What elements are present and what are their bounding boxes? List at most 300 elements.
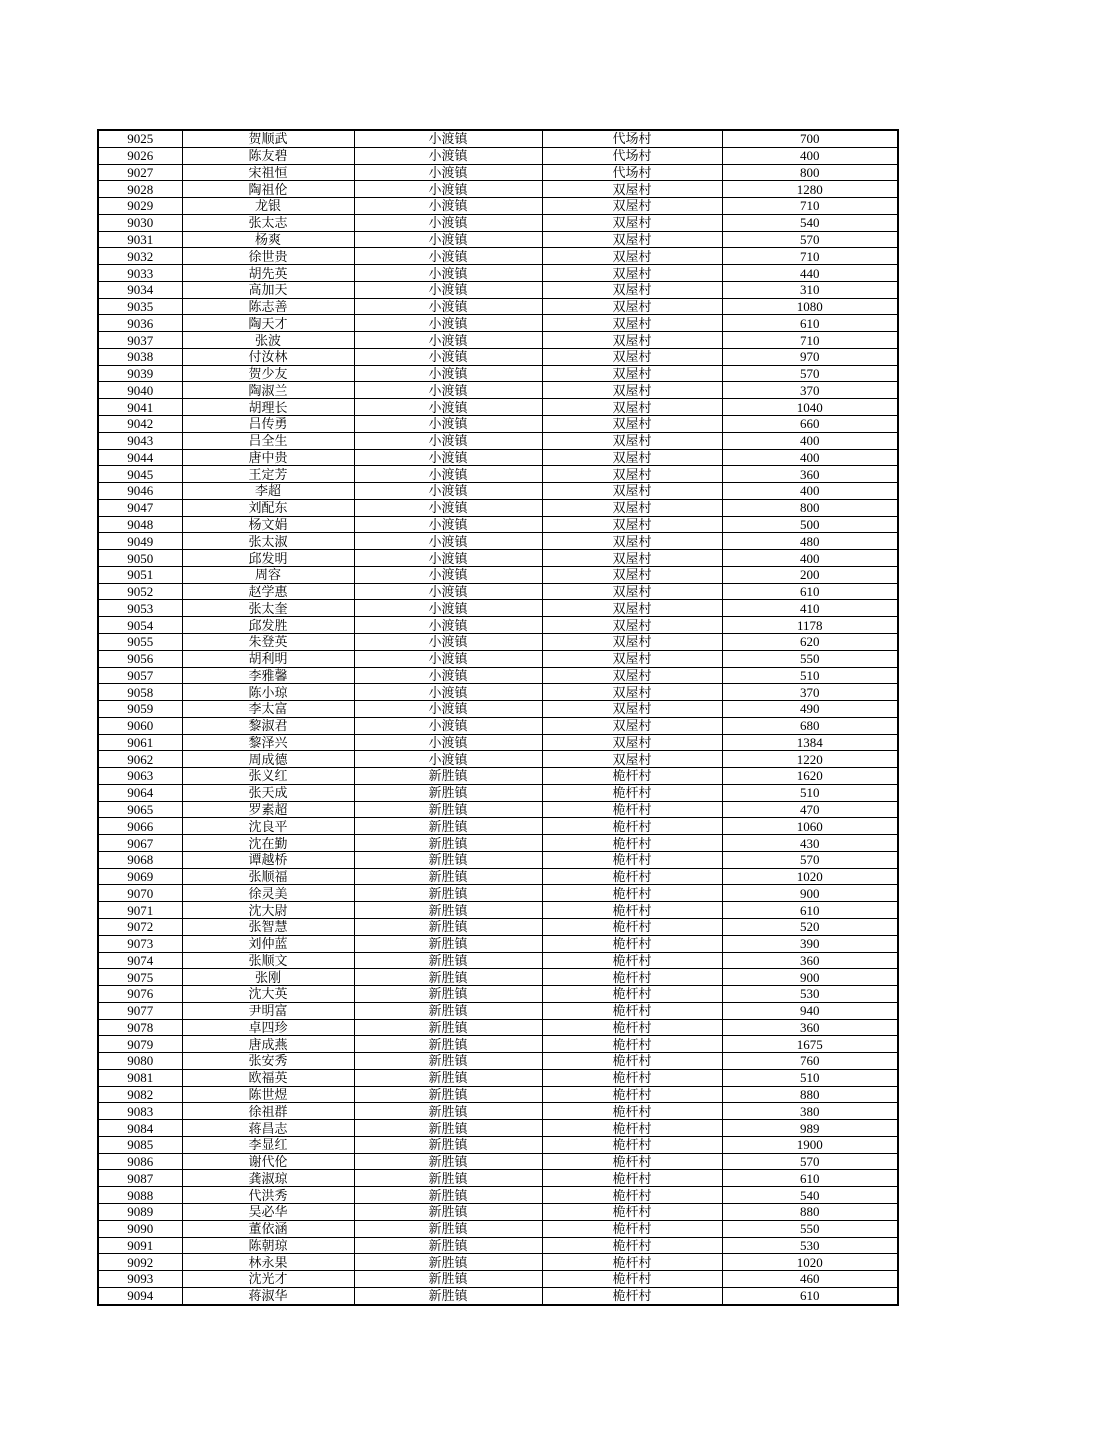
table-row [98, 164, 898, 181]
village-cell: 双屋村 [542, 751, 722, 768]
name-cell: 贺顺武 [182, 130, 354, 147]
amount-cell: 490 [722, 701, 898, 718]
row-number-cell: 9065 [98, 801, 182, 818]
amount-cell: 470 [722, 801, 898, 818]
name-cell: 张智慧 [182, 918, 354, 935]
village-cell: 桅杆村 [542, 818, 722, 835]
table-row [98, 1271, 898, 1288]
town-cell: 小渡镇 [354, 667, 542, 684]
town-cell: 小渡镇 [354, 751, 542, 768]
row-number-cell: 9044 [98, 449, 182, 466]
row-number-cell: 9050 [98, 550, 182, 567]
village-cell: 桅杆村 [542, 768, 722, 785]
village-cell: 代场村 [542, 147, 722, 164]
name-cell: 吕传勇 [182, 416, 354, 433]
amount-cell: 610 [722, 1287, 898, 1304]
village-cell: 桅杆村 [542, 1053, 722, 1070]
name-cell: 李显红 [182, 1136, 354, 1153]
town-cell: 小渡镇 [354, 147, 542, 164]
name-cell: 杨爽 [182, 231, 354, 248]
amount-cell: 710 [722, 198, 898, 215]
town-cell: 新胜镇 [354, 1170, 542, 1187]
town-cell: 小渡镇 [354, 734, 542, 751]
town-cell: 新胜镇 [354, 1053, 542, 1070]
name-cell: 张波 [182, 332, 354, 349]
name-cell: 宋祖恒 [182, 164, 354, 181]
row-number-cell: 9061 [98, 734, 182, 751]
amount-cell: 1384 [722, 734, 898, 751]
name-cell: 李超 [182, 483, 354, 500]
row-number-cell: 9072 [98, 918, 182, 935]
name-cell: 张安秀 [182, 1053, 354, 1070]
name-cell: 沈大英 [182, 986, 354, 1003]
amount-cell: 1040 [722, 399, 898, 416]
table-row [98, 952, 898, 969]
town-cell: 小渡镇 [354, 583, 542, 600]
name-cell: 邱发胜 [182, 617, 354, 634]
village-cell: 桅杆村 [542, 1204, 722, 1221]
row-number-cell: 9046 [98, 483, 182, 500]
amount-cell: 400 [722, 432, 898, 449]
name-cell: 吴必华 [182, 1204, 354, 1221]
amount-cell: 530 [722, 986, 898, 1003]
village-cell: 桅杆村 [542, 1271, 722, 1288]
name-cell: 林永果 [182, 1254, 354, 1271]
table-row [98, 667, 898, 684]
amount-cell: 1020 [722, 868, 898, 885]
table-row [98, 1019, 898, 1036]
town-cell: 小渡镇 [354, 483, 542, 500]
row-number-cell: 9069 [98, 868, 182, 885]
row-number-cell: 9063 [98, 768, 182, 785]
table-row [98, 566, 898, 583]
table-row [98, 1069, 898, 1086]
town-cell: 小渡镇 [354, 432, 542, 449]
name-cell: 吕全生 [182, 432, 354, 449]
amount-cell: 710 [722, 248, 898, 265]
town-cell: 小渡镇 [354, 315, 542, 332]
name-cell: 陈世煜 [182, 1086, 354, 1103]
row-number-cell: 9038 [98, 348, 182, 365]
name-cell: 张顺文 [182, 952, 354, 969]
row-number-cell: 9070 [98, 885, 182, 902]
town-cell: 新胜镇 [354, 835, 542, 852]
amount-cell: 660 [722, 416, 898, 433]
row-number-cell: 9025 [98, 130, 182, 147]
town-cell: 新胜镇 [354, 918, 542, 935]
village-cell: 桅杆村 [542, 1153, 722, 1170]
town-cell: 小渡镇 [354, 248, 542, 265]
name-cell: 黎泽兴 [182, 734, 354, 751]
amount-cell: 1220 [722, 751, 898, 768]
name-cell: 代洪秀 [182, 1187, 354, 1204]
name-cell: 尹明富 [182, 1002, 354, 1019]
amount-cell: 1178 [722, 617, 898, 634]
table-row [98, 1086, 898, 1103]
row-number-cell: 9064 [98, 784, 182, 801]
village-cell: 双屋村 [542, 650, 722, 667]
name-cell: 贺少友 [182, 365, 354, 382]
amount-cell: 970 [722, 348, 898, 365]
row-number-cell: 9094 [98, 1287, 182, 1304]
row-number-cell: 9055 [98, 633, 182, 650]
town-cell: 新胜镇 [354, 1086, 542, 1103]
amount-cell: 800 [722, 499, 898, 516]
village-cell: 桅杆村 [542, 1254, 722, 1271]
row-number-cell: 9032 [98, 248, 182, 265]
table-row [98, 633, 898, 650]
data-table [97, 129, 899, 1306]
row-number-cell: 9085 [98, 1136, 182, 1153]
table-row [98, 986, 898, 1003]
name-cell: 徐灵美 [182, 885, 354, 902]
town-cell: 小渡镇 [354, 382, 542, 399]
amount-cell: 900 [722, 969, 898, 986]
amount-cell: 360 [722, 952, 898, 969]
row-number-cell: 9052 [98, 583, 182, 600]
village-cell: 双屋村 [542, 231, 722, 248]
village-cell: 双屋村 [542, 181, 722, 198]
amount-cell: 700 [722, 130, 898, 147]
amount-cell: 570 [722, 365, 898, 382]
town-cell: 小渡镇 [354, 231, 542, 248]
amount-cell: 880 [722, 1204, 898, 1221]
name-cell: 王定芳 [182, 466, 354, 483]
name-cell: 陈友碧 [182, 147, 354, 164]
row-number-cell: 9082 [98, 1086, 182, 1103]
name-cell: 龙银 [182, 198, 354, 215]
row-number-cell: 9040 [98, 382, 182, 399]
town-cell: 小渡镇 [354, 332, 542, 349]
name-cell: 黎淑君 [182, 717, 354, 734]
row-number-cell: 9027 [98, 164, 182, 181]
name-cell: 唐成燕 [182, 1036, 354, 1053]
amount-cell: 520 [722, 918, 898, 935]
village-cell: 双屋村 [542, 667, 722, 684]
town-cell: 新胜镇 [354, 768, 542, 785]
name-cell: 欧福英 [182, 1069, 354, 1086]
village-cell: 桅杆村 [542, 1187, 722, 1204]
table-row [98, 1204, 898, 1221]
village-cell: 双屋村 [542, 315, 722, 332]
amount-cell: 710 [722, 332, 898, 349]
table-row [98, 1036, 898, 1053]
town-cell: 新胜镇 [354, 1237, 542, 1254]
town-cell: 新胜镇 [354, 1019, 542, 1036]
town-cell: 小渡镇 [354, 198, 542, 215]
name-cell: 徐祖群 [182, 1103, 354, 1120]
town-cell: 小渡镇 [354, 650, 542, 667]
amount-cell: 550 [722, 650, 898, 667]
town-cell: 小渡镇 [354, 298, 542, 315]
amount-cell: 410 [722, 600, 898, 617]
village-cell: 双屋村 [542, 399, 722, 416]
table-row [98, 684, 898, 701]
name-cell: 陶天才 [182, 315, 354, 332]
village-cell: 双屋村 [542, 516, 722, 533]
row-number-cell: 9037 [98, 332, 182, 349]
table-row [98, 868, 898, 885]
table-row [98, 1002, 898, 1019]
row-number-cell: 9045 [98, 466, 182, 483]
row-number-cell: 9056 [98, 650, 182, 667]
amount-cell: 570 [722, 851, 898, 868]
row-number-cell: 9047 [98, 499, 182, 516]
amount-cell: 400 [722, 449, 898, 466]
table-row [98, 516, 898, 533]
row-number-cell: 9035 [98, 298, 182, 315]
name-cell: 陶祖伦 [182, 181, 354, 198]
village-cell: 桅杆村 [542, 868, 722, 885]
amount-cell: 510 [722, 667, 898, 684]
name-cell: 胡利明 [182, 650, 354, 667]
table-row [98, 885, 898, 902]
village-cell: 桅杆村 [542, 1086, 722, 1103]
table-row [98, 1254, 898, 1271]
amount-cell: 400 [722, 147, 898, 164]
table-row [98, 650, 898, 667]
village-cell: 双屋村 [542, 198, 722, 215]
table-row [98, 533, 898, 550]
village-cell: 双屋村 [542, 633, 722, 650]
village-cell: 桅杆村 [542, 784, 722, 801]
amount-cell: 500 [722, 516, 898, 533]
name-cell: 谢代伦 [182, 1153, 354, 1170]
village-cell: 双屋村 [542, 499, 722, 516]
table-row [98, 851, 898, 868]
row-number-cell: 9053 [98, 600, 182, 617]
amount-cell: 800 [722, 164, 898, 181]
table-row [98, 449, 898, 466]
row-number-cell: 9048 [98, 516, 182, 533]
village-cell: 双屋村 [542, 550, 722, 567]
town-cell: 新胜镇 [354, 1069, 542, 1086]
amount-cell: 530 [722, 1237, 898, 1254]
name-cell: 罗素超 [182, 801, 354, 818]
town-cell: 小渡镇 [354, 550, 542, 567]
town-cell: 小渡镇 [354, 416, 542, 433]
amount-cell: 460 [722, 1271, 898, 1288]
name-cell: 沈光才 [182, 1271, 354, 1288]
village-cell: 双屋村 [542, 298, 722, 315]
town-cell: 小渡镇 [354, 499, 542, 516]
amount-cell: 400 [722, 550, 898, 567]
village-cell: 双屋村 [542, 734, 722, 751]
table-row [98, 935, 898, 952]
name-cell: 周容 [182, 566, 354, 583]
amount-cell: 1280 [722, 181, 898, 198]
row-number-cell: 9078 [98, 1019, 182, 1036]
amount-cell: 400 [722, 483, 898, 500]
name-cell: 徐世贵 [182, 248, 354, 265]
village-cell: 代场村 [542, 164, 722, 181]
village-cell: 桅杆村 [542, 986, 722, 1003]
name-cell: 李雅馨 [182, 667, 354, 684]
name-cell: 朱登英 [182, 633, 354, 650]
amount-cell: 610 [722, 583, 898, 600]
name-cell: 刘配东 [182, 499, 354, 516]
amount-cell: 1675 [722, 1036, 898, 1053]
table-row [98, 466, 898, 483]
town-cell: 小渡镇 [354, 281, 542, 298]
village-cell: 桅杆村 [542, 935, 722, 952]
village-cell: 双屋村 [542, 248, 722, 265]
amount-cell: 390 [722, 935, 898, 952]
amount-cell: 610 [722, 315, 898, 332]
town-cell: 小渡镇 [354, 214, 542, 231]
table-row [98, 1120, 898, 1137]
town-cell: 小渡镇 [354, 566, 542, 583]
table-row [98, 1237, 898, 1254]
amount-cell: 989 [722, 1120, 898, 1137]
amount-cell: 1080 [722, 298, 898, 315]
name-cell: 张刚 [182, 969, 354, 986]
town-cell: 新胜镇 [354, 986, 542, 1003]
town-cell: 新胜镇 [354, 868, 542, 885]
row-number-cell: 9036 [98, 315, 182, 332]
amount-cell: 540 [722, 214, 898, 231]
village-cell: 桅杆村 [542, 969, 722, 986]
name-cell: 赵学惠 [182, 583, 354, 600]
name-cell: 刘仲蓝 [182, 935, 354, 952]
village-cell: 双屋村 [542, 432, 722, 449]
amount-cell: 1900 [722, 1136, 898, 1153]
row-number-cell: 9049 [98, 533, 182, 550]
name-cell: 张天成 [182, 784, 354, 801]
amount-cell: 430 [722, 835, 898, 852]
town-cell: 小渡镇 [354, 164, 542, 181]
town-cell: 小渡镇 [354, 600, 542, 617]
table-row [98, 1053, 898, 1070]
row-number-cell: 9084 [98, 1120, 182, 1137]
row-number-cell: 9041 [98, 399, 182, 416]
town-cell: 新胜镇 [354, 902, 542, 919]
table-row [98, 835, 898, 852]
village-cell: 桅杆村 [542, 918, 722, 935]
table-row [98, 1136, 898, 1153]
row-number-cell: 9077 [98, 1002, 182, 1019]
town-cell: 小渡镇 [354, 265, 542, 282]
amount-cell: 550 [722, 1220, 898, 1237]
name-cell: 张义红 [182, 768, 354, 785]
table-row [98, 231, 898, 248]
town-cell: 新胜镇 [354, 851, 542, 868]
amount-cell: 200 [722, 566, 898, 583]
name-cell: 龚淑琼 [182, 1170, 354, 1187]
row-number-cell: 9031 [98, 231, 182, 248]
village-cell: 双屋村 [542, 449, 722, 466]
row-number-cell: 9039 [98, 365, 182, 382]
name-cell: 高加天 [182, 281, 354, 298]
row-number-cell: 9058 [98, 684, 182, 701]
table-row [98, 1287, 898, 1304]
row-number-cell: 9059 [98, 701, 182, 718]
table-row [98, 818, 898, 835]
village-cell: 代场村 [542, 130, 722, 147]
name-cell: 胡理长 [182, 399, 354, 416]
town-cell: 小渡镇 [354, 617, 542, 634]
village-cell: 双屋村 [542, 466, 722, 483]
village-cell: 桅杆村 [542, 1170, 722, 1187]
row-number-cell: 9034 [98, 281, 182, 298]
town-cell: 小渡镇 [354, 633, 542, 650]
table-row [98, 550, 898, 567]
row-number-cell: 9042 [98, 416, 182, 433]
row-number-cell: 9033 [98, 265, 182, 282]
village-cell: 双屋村 [542, 701, 722, 718]
table-row [98, 1153, 898, 1170]
village-cell: 双屋村 [542, 382, 722, 399]
name-cell: 董依涵 [182, 1220, 354, 1237]
amount-cell: 1020 [722, 1254, 898, 1271]
town-cell: 新胜镇 [354, 1153, 542, 1170]
town-cell: 新胜镇 [354, 952, 542, 969]
row-number-cell: 9076 [98, 986, 182, 1003]
village-cell: 桅杆村 [542, 1002, 722, 1019]
table-row [98, 918, 898, 935]
village-cell: 双屋村 [542, 617, 722, 634]
town-cell: 新胜镇 [354, 801, 542, 818]
town-cell: 新胜镇 [354, 1136, 542, 1153]
village-cell: 双屋村 [542, 566, 722, 583]
town-cell: 新胜镇 [354, 818, 542, 835]
town-cell: 新胜镇 [354, 1187, 542, 1204]
name-cell: 陈志善 [182, 298, 354, 315]
table-row [98, 751, 898, 768]
village-cell: 双屋村 [542, 533, 722, 550]
town-cell: 新胜镇 [354, 1220, 542, 1237]
table-row [98, 382, 898, 399]
table-row [98, 399, 898, 416]
name-cell: 陶淑兰 [182, 382, 354, 399]
village-cell: 双屋村 [542, 281, 722, 298]
amount-cell: 760 [722, 1053, 898, 1070]
name-cell: 谭越桥 [182, 851, 354, 868]
name-cell: 蒋淑华 [182, 1287, 354, 1304]
town-cell: 小渡镇 [354, 533, 542, 550]
row-number-cell: 9074 [98, 952, 182, 969]
name-cell: 胡先英 [182, 265, 354, 282]
amount-cell: 1620 [722, 768, 898, 785]
town-cell: 新胜镇 [354, 1120, 542, 1137]
amount-cell: 680 [722, 717, 898, 734]
village-cell: 桅杆村 [542, 835, 722, 852]
town-cell: 小渡镇 [354, 717, 542, 734]
town-cell: 新胜镇 [354, 1002, 542, 1019]
name-cell: 陈小琼 [182, 684, 354, 701]
town-cell: 新胜镇 [354, 1271, 542, 1288]
table-row [98, 583, 898, 600]
table-row [98, 617, 898, 634]
name-cell: 唐中贵 [182, 449, 354, 466]
table-row [98, 734, 898, 751]
village-cell: 双屋村 [542, 332, 722, 349]
row-number-cell: 9054 [98, 617, 182, 634]
amount-cell: 310 [722, 281, 898, 298]
town-cell: 小渡镇 [354, 181, 542, 198]
table-row [98, 1187, 898, 1204]
town-cell: 小渡镇 [354, 348, 542, 365]
row-number-cell: 9073 [98, 935, 182, 952]
village-cell: 桅杆村 [542, 1237, 722, 1254]
table-row [98, 1220, 898, 1237]
town-cell: 新胜镇 [354, 885, 542, 902]
village-cell: 双屋村 [542, 365, 722, 382]
village-cell: 双屋村 [542, 483, 722, 500]
town-cell: 新胜镇 [354, 935, 542, 952]
name-cell: 张顺福 [182, 868, 354, 885]
town-cell: 新胜镇 [354, 1254, 542, 1271]
